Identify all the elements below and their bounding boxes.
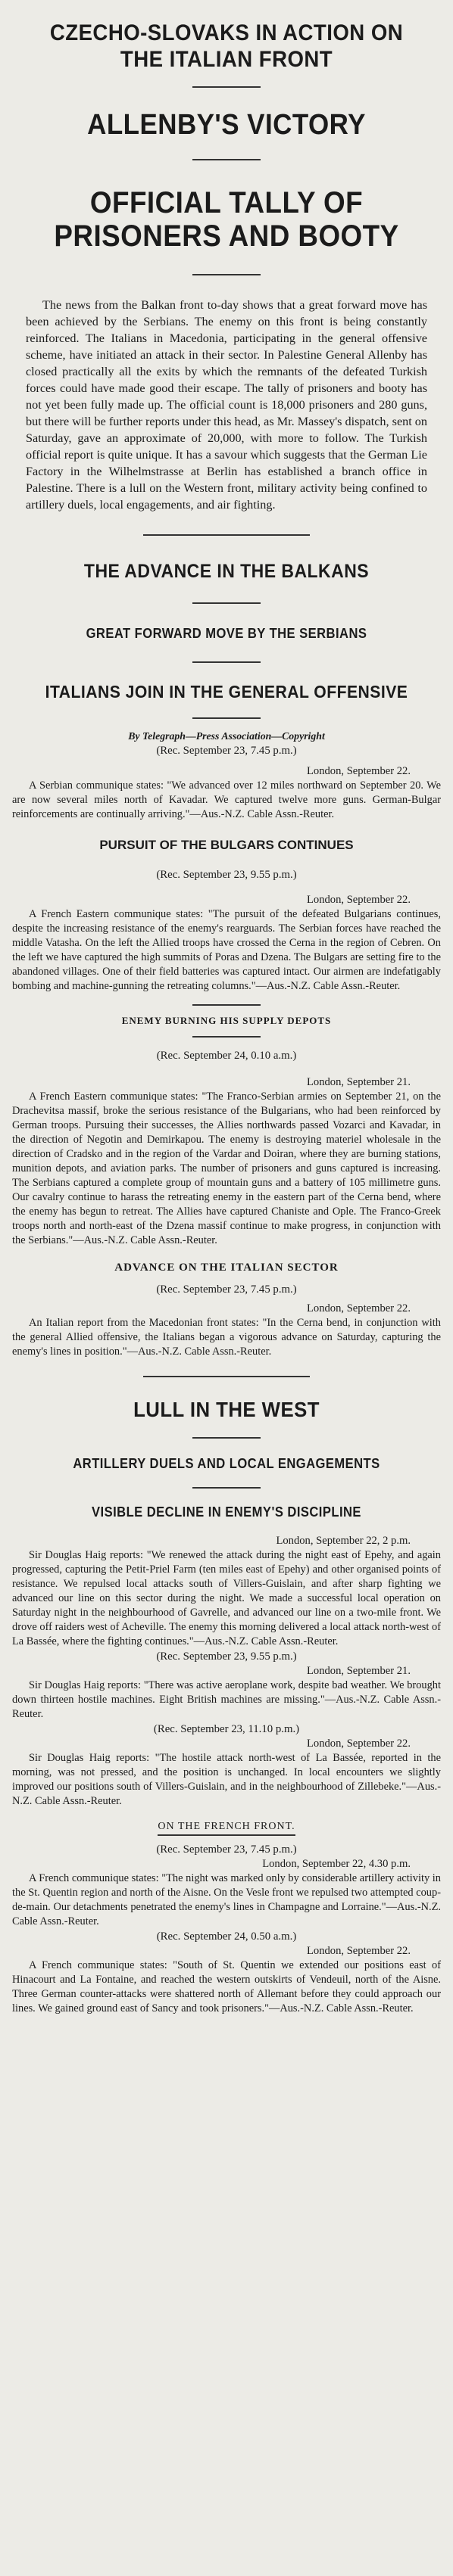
italian-report: An Italian report from the Macedonian front states: "In the Cerna bend, in conjunction with the general Allied offensive, the Italians began a vigorous advance on Saturday, capturing the enemy's lines in position."—Aus.-N.Z. Cable Assn.-Reuter. xyxy=(12,1317,441,1358)
received-time: (Rec. September 23, 11.10 p.m.) xyxy=(153,1723,300,1735)
artillery-subheadline: ARTILLERY DUELS AND LOCAL ENGAGEMENTS xyxy=(73,1456,380,1471)
discipline-subheadline: VISIBLE DECLINE IN ENEMY'S DISCIPLINE xyxy=(92,1504,361,1520)
headline-official-tally: OFFICIAL TALLY OF PRISONERS AND BOOTY xyxy=(54,186,399,253)
serbian-communique: A Serbian communique states: "We advanced over 12 miles northward on September 20. We are now several miles north of Kavadar. We captured twelve more guns. German-Bulgar reinforcements are continually arriving."—Aus.-N.Z. Cable Assn.-Reuter. xyxy=(12,779,441,820)
west-headline: LULL IN THE WEST xyxy=(133,1398,320,1421)
italians-headline: ITALIANS JOIN IN THE GENERAL OFFENSIVE xyxy=(45,682,408,702)
french-communique-1: A French communique states: "The night was marked only by considerable artillery activity in the St. Quentin region and north of the Aisne. On the Vesle front we repulsed two attempted coup-de-main. Our detachments penetrated the enemy's lines in Champagne and Lorraine."—Aus.-N.Z. Cable Assn.-Reuter. xyxy=(12,1872,441,1927)
dateline: London, September 22, 2 p.m. xyxy=(276,1535,411,1547)
received-time: (Rec. September 23, 7.45 p.m.) xyxy=(156,745,297,757)
received-time: (Rec. September 23, 7.45 p.m.) xyxy=(156,1283,297,1296)
dateline: London, September 22. xyxy=(307,765,411,777)
byline: By Telegraph—Press Association—Copyright xyxy=(128,730,325,742)
haig-report-1: Sir Douglas Haig reports: "We renewed the attack during the night east of Epehy, and again progressed, capturing the Petit-Priel Farm (ten miles east of Epehy) and other organised points of resistance. We repulsed local attacks south of Villers-Guislain, and after sharp fighting we advanced our line on this sector during the night. We made a successful local operation on Saturday night in the neighbourhood of Gavrelle, and advanced our line on a two-mile front. We drove off raiders west of Acheville. The enemy this morning delivered a local attack north-west of La Bassée, where the fighting continues."—Aus.-N.Z. Cable Assn.-Reuter. xyxy=(12,1549,441,1647)
dateline: London, September 22, 4.30 p.m. xyxy=(262,1858,411,1870)
headline-allenby: ALLENBY'S VICTORY xyxy=(87,109,366,141)
dateline: London, September 21. xyxy=(307,1076,411,1088)
french-communique-2: A French communique states: "South of St. Quentin we extended our positions east of Hinacourt and La Fontaine, and reached the western outskirts of Vendeuil, north of the Aisne. Three German counter-attacks were shattered north of Allemant before they could approach our lines. We gained ground east of Sancy and took prisoners."—Aus.-N.Z. Cable Assn.-Reuter. xyxy=(12,1959,441,2014)
pursuit-subhead: PURSUIT OF THE BULGARS CONTINUES xyxy=(99,838,354,852)
french-eastern-communique: A French Eastern communique states: "The pursuit of the defeated Bulgarians continues, despite the increasing resistance of the enemy's rearguards. The Serbian forces have reached the middle Vatasha. On the left the Allied troops have crossed the Cerna in the region of Cebren. On the left we have captured the high summits of Poras and Dzena. The Bulgars are setting fire to the abandoned villages. One of their field batteries was captured intact. Our airmen are indefatigably bombing and machine-gunning the retreating columns."—Aus.-N.Z. Cable Assn.-Reuter. xyxy=(12,908,441,992)
french-front-subhead: ON THE FRENCH FRONT. xyxy=(158,1821,295,1836)
received-time: (Rec. September 23, 9.55 p.m.) xyxy=(156,1650,297,1663)
dateline: London, September 21. xyxy=(307,1665,411,1677)
supply-depots-subhead: ENEMY BURNING HIS SUPPLY DEPOTS xyxy=(121,1015,332,1026)
balkans-subheadline: GREAT FORWARD MOVE BY THE SERBIANS xyxy=(86,626,367,641)
headline-czecho-slovaks: CZECHO-SLOVAKS IN ACTION ON THE ITALIAN FRONT xyxy=(49,20,404,72)
received-time: (Rec. September 23, 9.55 p.m.) xyxy=(156,869,297,881)
franco-serbian-communique: A French Eastern communique states: "The Franco-Serbian armies on September 21, on the Drachevitsa massif, broke the serious resistance of the Bulgarians, who had been reinforced by German troops. Pursuing their successes, the Allies northwards passed Vozarci and Kavadar, in the direction of Negotin and Demirkapou. The enemy is destroying materiel wholesale in the direction of Cradsko and in the region of the Vardar and Doiran, where they are burning stations, munition depots, and aviation parks. The number of prisoners and guns captured is increasing. The Serbians captured a complete group of mountain guns and a battery of 105 millimetre guns. Our cavalry continue to harass the retreating enemy in the eastern part of the Cerna bend, where the enemy has begun to retreat. The Allies have captured Chaniste and Ople. The Franco-Greek troops north and north-east of the Dzena massif continue to make progress, in conjunction with the Serbians."—Aus.-N.Z. Cable Assn.-Reuter. xyxy=(12,1090,441,1246)
dateline: London, September 22. xyxy=(307,1945,411,1957)
received-time: (Rec. September 24, 0.50 a.m.) xyxy=(156,1930,297,1943)
dateline: London, September 22. xyxy=(307,1302,411,1314)
received-time: (Rec. September 24, 0.10 a.m.) xyxy=(156,1050,297,1062)
intro-paragraph: The news from the Balkan front to-day shows that a great forward move has been achieved by the Serbians. The enemy on this front is being constantly reinforced. The Italians in Macedonia, participating in the general offensive scheme, have initiated an attack in their sector. In Palestine General Allenby has closed practically all the exits by which the remnants of the defeated Turkish forces could have made good their escape. The tally of prisoners and booty has not yet been fully made up. The official count is 18,000 prisoners and 280 guns, but there will be further reports under this head, as Mr. Massey's dispatch, sent on Saturday, gave an approximate of 20,000, with more to follow. The Turkish official report is quite unique. It has a savour which suggests that the German Lie Factory in the Wilhelmstrasse at Berlin has established a branch office in Palestine. There is a lull on the Western front, military activity being confined to artillery duels, local engagements, and air fighting. xyxy=(26,298,427,512)
received-time: (Rec. September 23, 7.45 p.m.) xyxy=(156,1843,297,1856)
dateline: London, September 22. xyxy=(307,894,411,906)
italian-sector-subhead: ADVANCE ON THE ITALIAN SECTOR xyxy=(114,1262,339,1274)
haig-report-3: Sir Douglas Haig reports: "The hostile attack north-west of La Bassée, reported in the morning, was not pressed, and the position is unchanged. In local encounters we slightly improved our positions south of Villers-Guislain, and in the neighbourhood of Zillebeke."—Aus.-N.Z. Cable Assn.-Reuter. xyxy=(12,1752,441,1807)
haig-report-2: Sir Douglas Haig reports: "There was active aeroplane work, despite bad weather. We brought down thirteen hostile machines. Eight British machines are missing."—Aus.-N.Z. Cable Assn.-Reuter. xyxy=(12,1679,441,1720)
dateline: London, September 22. xyxy=(307,1738,411,1750)
balkans-headline: THE ADVANCE IN THE BALKANS xyxy=(83,561,370,582)
